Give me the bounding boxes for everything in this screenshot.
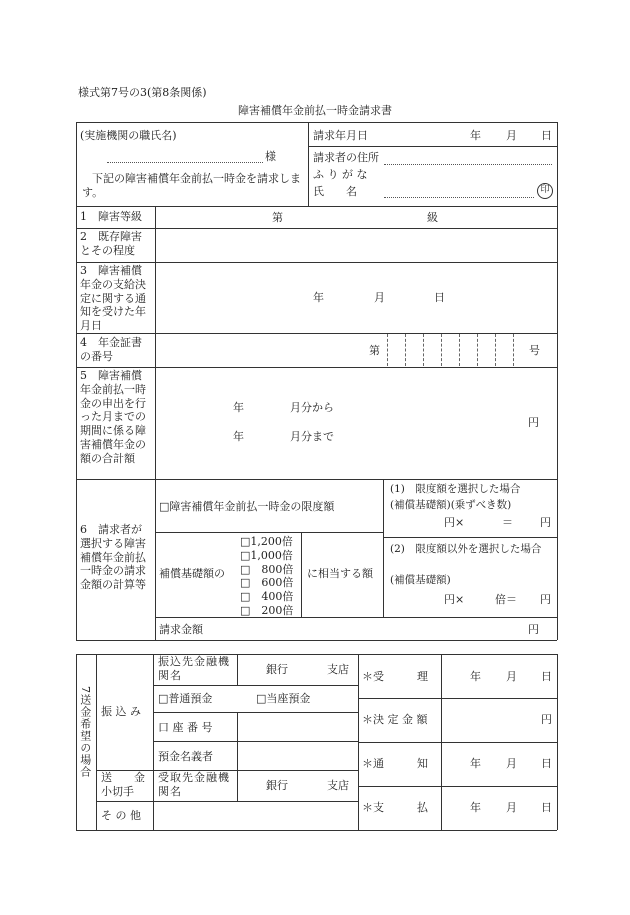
- row5-to: 月分まで: [290, 430, 334, 443]
- request-date-label: 請求年月日: [313, 129, 368, 142]
- multiplier-1000[interactable]: □1,000倍: [240, 548, 293, 562]
- account-holder-label: 預金名義者: [158, 750, 213, 763]
- address-line[interactable]: [384, 164, 552, 165]
- multiplier-200[interactable]: □ 200倍: [240, 603, 294, 617]
- case1-formula: (補償基礎額)(乗ずべき数): [390, 499, 512, 511]
- row5-from: 月分から: [290, 401, 334, 414]
- address-label: 請求者の住所: [313, 151, 379, 164]
- bank-label: 振込先金融機関名: [158, 655, 230, 682]
- notice-label: ＊通 知: [362, 757, 428, 770]
- row1-kyu: 級: [427, 211, 438, 224]
- multiplier-800[interactable]: □ 800倍: [240, 562, 294, 576]
- checking-checkbox[interactable]: □当座預金: [256, 692, 311, 705]
- case1-eq: ＝: [502, 516, 513, 529]
- row4-label: 4 年金証書の番号: [80, 336, 142, 363]
- base-amount-label: 補償基礎額の: [159, 567, 225, 580]
- equiv-label: に相当する額: [307, 567, 373, 580]
- notice-year: 年: [470, 757, 481, 770]
- case2-yen1: 円×: [444, 593, 465, 606]
- account-holder-field[interactable]: [238, 742, 358, 770]
- receive-shiten: 支店: [327, 779, 349, 792]
- row2-label: 2 既存障害とその程度: [80, 230, 142, 257]
- notice-day: 日: [541, 757, 552, 770]
- decision-label: ＊決 定 金 額: [362, 713, 428, 726]
- acceptance-month: 月: [506, 670, 517, 683]
- receive-ginko: 銀行: [266, 779, 288, 792]
- receive-bank-label: 受取先金融機関名: [158, 771, 230, 798]
- row1-label: 1 障害等級: [80, 210, 142, 224]
- transfer-label: 振 込 み: [101, 705, 141, 718]
- request-day: 日: [541, 129, 552, 142]
- form-number: 様式第7号の3(第8条関係): [78, 86, 207, 99]
- payment-label: ＊支 払: [362, 801, 428, 814]
- payment-month: 月: [506, 801, 517, 814]
- multiplier-options: [240, 535, 300, 618]
- case1-yen1: 円×: [444, 516, 465, 529]
- account-no-label: 口 座 番 号: [158, 721, 213, 734]
- form-title: 障害補償年金前払一時金請求書: [238, 104, 392, 117]
- acceptance-day: 日: [541, 670, 552, 683]
- payment-day: 日: [541, 801, 552, 814]
- acceptance-label: ＊受 理: [362, 670, 428, 683]
- other-label: そ の 他: [101, 809, 141, 822]
- row1-dai: 第: [272, 211, 283, 224]
- limit-option-checkbox[interactable]: □障害補償年金前払一時金の限度額: [159, 500, 335, 513]
- furigana-label: ふ り が な: [313, 168, 368, 181]
- case1-yen2: 円: [540, 516, 551, 529]
- multiplier-400[interactable]: □ 400倍: [240, 590, 294, 603]
- agency-label: (実施機関の職氏名): [80, 129, 177, 142]
- savings-checkbox[interactable]: □普通預金: [158, 692, 213, 705]
- payment-year: 年: [470, 801, 481, 814]
- total-yen: 円: [528, 623, 539, 636]
- bank-ginko: 銀行: [266, 663, 288, 676]
- case2-yen2: 円: [540, 593, 551, 606]
- acceptance-year: 年: [470, 670, 481, 683]
- total-label: 請求金額: [159, 623, 203, 636]
- case2-formula: (補償基礎額): [390, 574, 451, 586]
- seal-mark: 印: [537, 183, 553, 199]
- row6-label: 6 請求者が選択する障害補償年金前払一時金の請求金額の計算等: [80, 523, 146, 591]
- remit-label: 送 金小切手: [101, 771, 145, 798]
- agency-name-line[interactable]: [107, 162, 263, 163]
- row4-dai: 第: [369, 344, 380, 357]
- row5-yen: 円: [528, 416, 539, 429]
- row3-label: 3 障害補償年金の支給決定に関する通知を受けた年月日: [80, 264, 146, 332]
- bank-shiten: 支店: [327, 663, 349, 676]
- name-line[interactable]: [384, 197, 534, 198]
- decision-yen: 円: [541, 713, 552, 726]
- sama-label: 様: [265, 150, 276, 163]
- name-label: 氏 名: [313, 185, 357, 198]
- row3-day: 日: [434, 291, 445, 304]
- multiplier-1200[interactable]: □1,200倍: [240, 535, 293, 548]
- request-text: 下記の障害補償年金前払一時金を請求します。: [82, 172, 301, 199]
- request-month: 月: [506, 129, 517, 142]
- row3-month: 月: [374, 291, 385, 304]
- case2-title: (2) 限度額以外を選択した場合: [390, 543, 542, 555]
- multiplier-600[interactable]: □ 600倍: [240, 576, 294, 590]
- row4-go: 号: [529, 344, 540, 357]
- case1-title: (1) 限度額を選択した場合: [390, 483, 521, 495]
- request-year: 年: [470, 129, 481, 142]
- case2-times: 倍＝: [495, 593, 517, 606]
- row7-label: 7送金希望の場合: [78, 686, 92, 778]
- notice-month: 月: [506, 757, 517, 770]
- account-no-field[interactable]: [238, 713, 358, 741]
- row5-year2: 年: [233, 430, 244, 443]
- row5-year1: 年: [233, 401, 244, 414]
- row3-year: 年: [313, 291, 324, 304]
- row5-label: 5 障害補償年金前払一時金の申出を行った月までの期間に係る障害補償年金の額の合計額: [80, 369, 146, 465]
